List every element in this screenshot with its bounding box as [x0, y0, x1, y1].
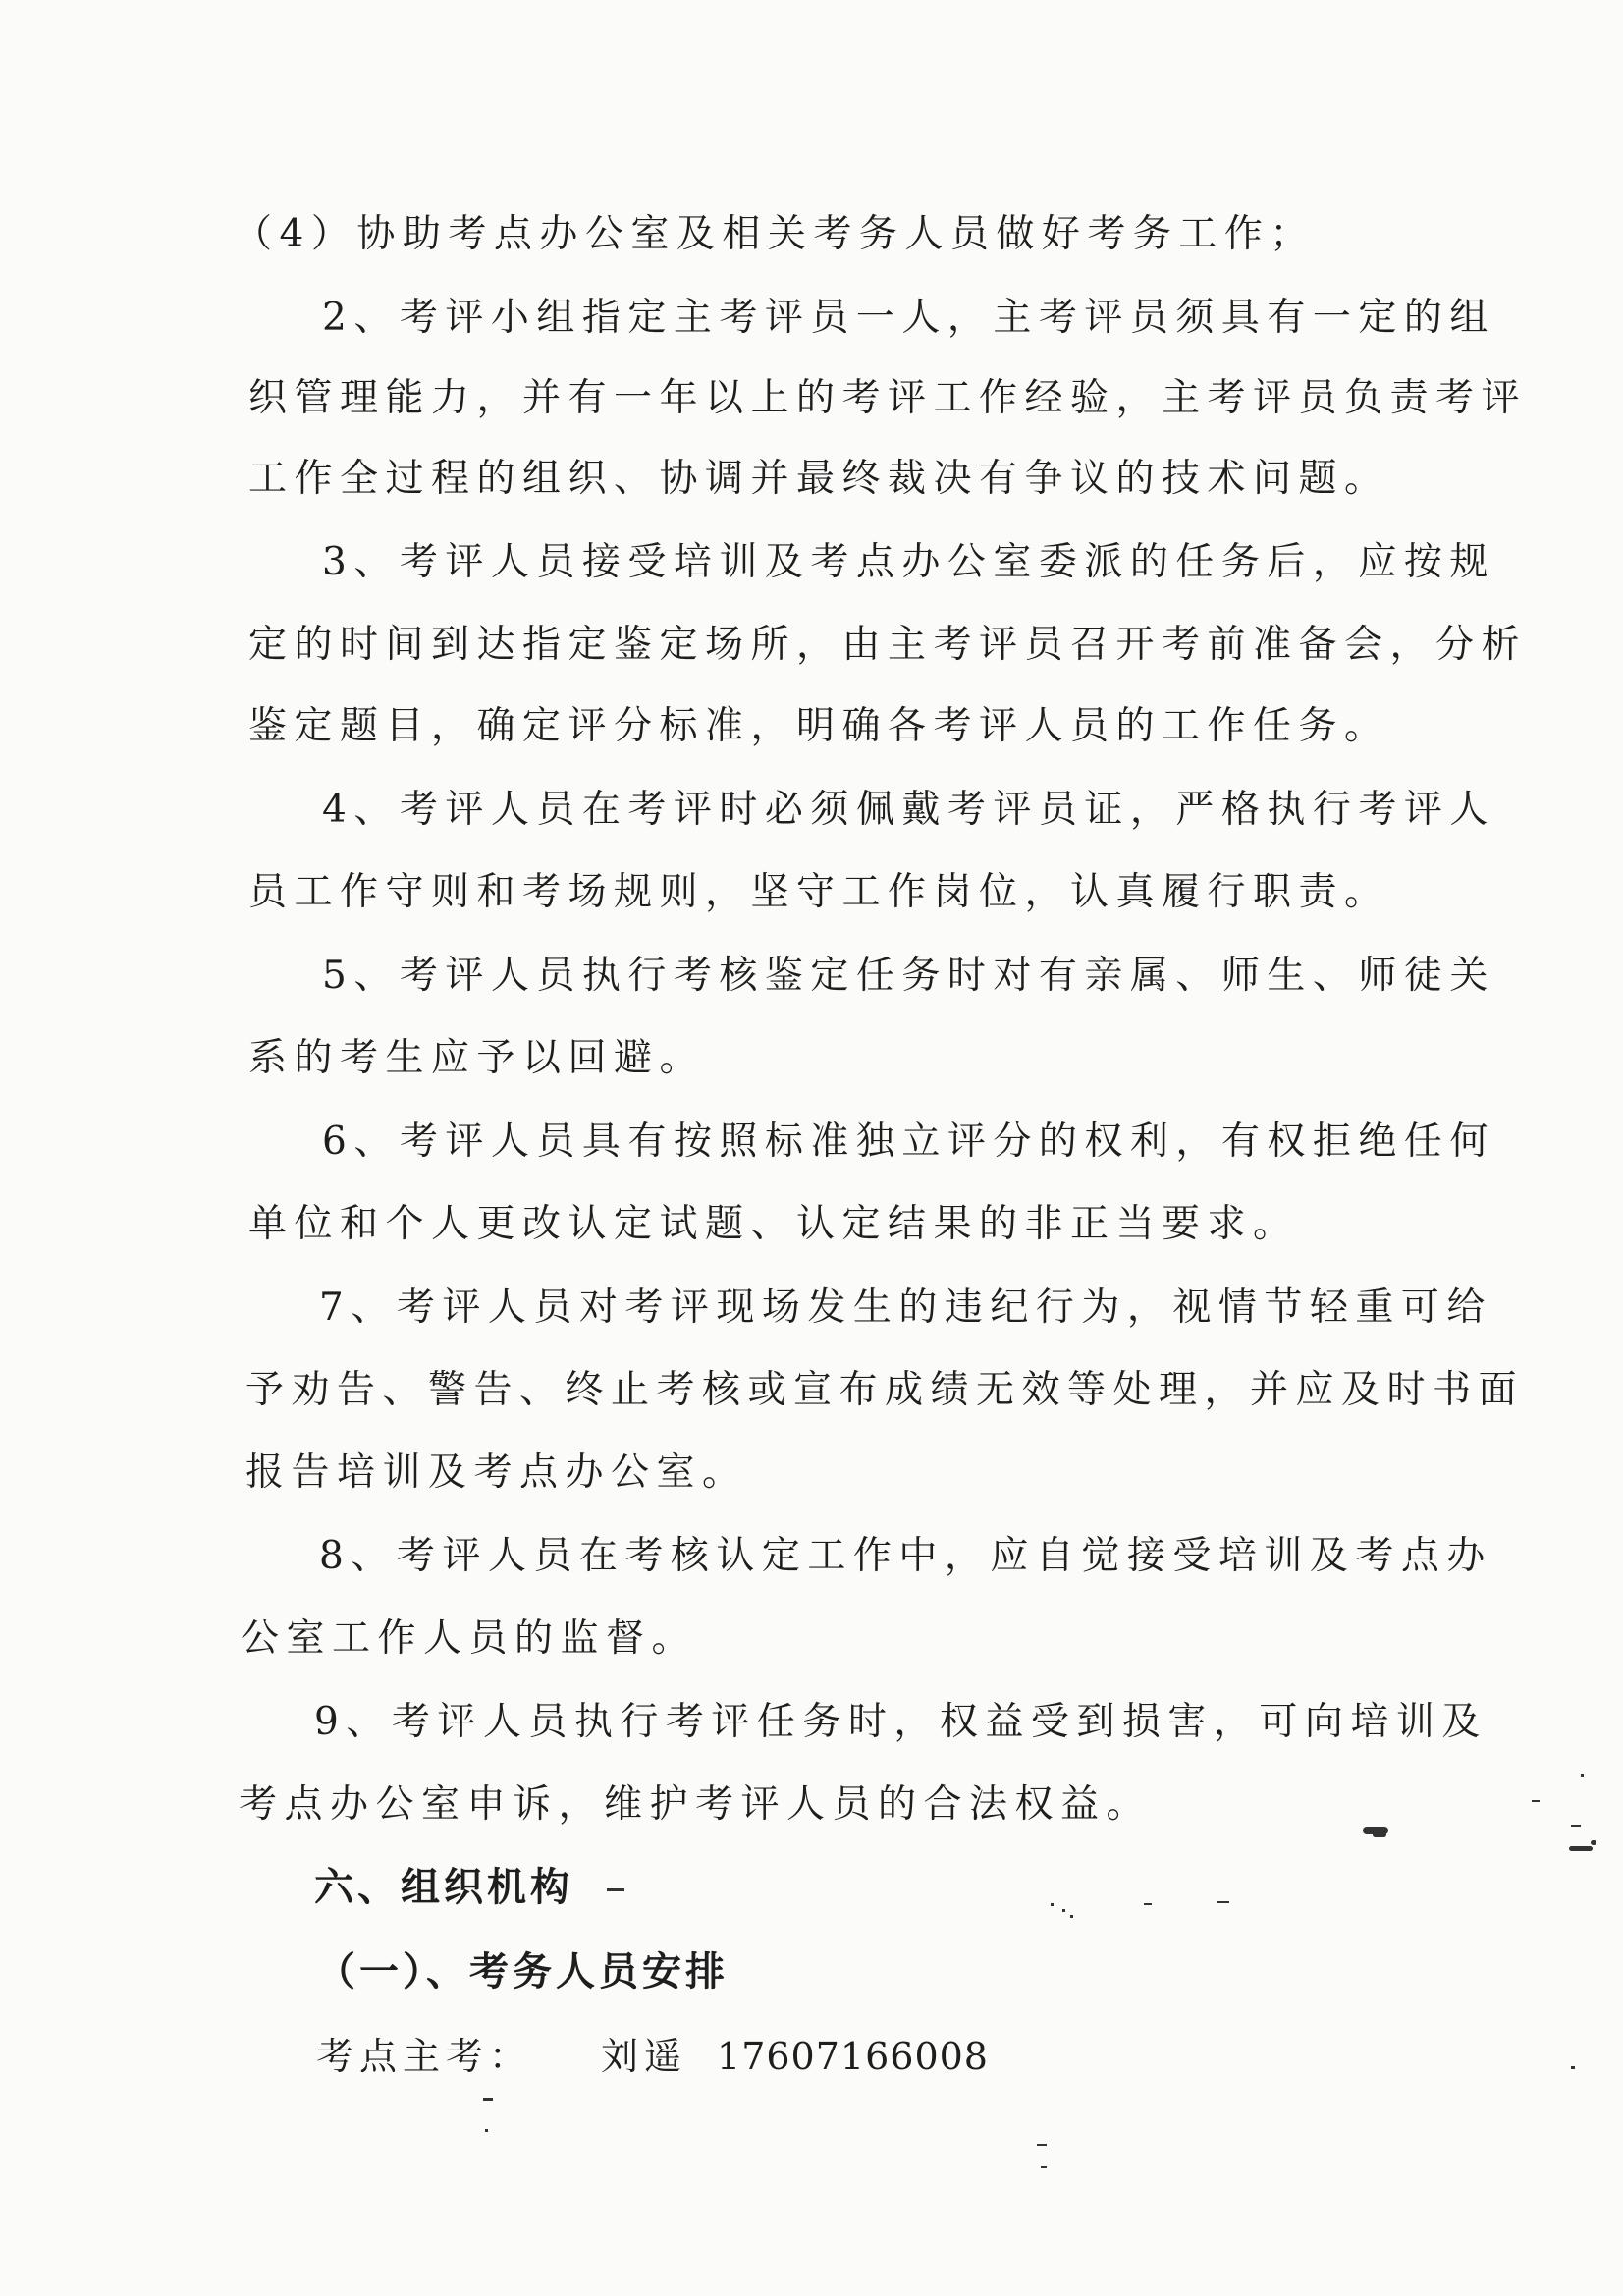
paragraph-line-18: 公室工作人员的监督。 — [241, 1616, 698, 1661]
scan-artifact — [1037, 2144, 1047, 2146]
paragraph-line-13: 单位和个人更改认定试题、认定结果的非正当要求。 — [248, 1202, 1299, 1246]
paragraph-line-19: 9、考评人员执行考评任务时，权益受到损害，可向培训及 — [314, 1700, 1488, 1744]
paragraph-line-8: 4、考评人员在考评时必须佩戴考评员证，严格执行考评人 — [322, 788, 1495, 832]
paragraph-line-20: 考点办公室申诉，维护考评人员的合法权益。 — [239, 1782, 1153, 1827]
scan-artifact — [1051, 1903, 1054, 1906]
contact-role: 考点主考： — [316, 2035, 533, 2078]
paragraph-line-15: 予劝告、警告、终止考核或宣布成绩无效等处理，并应及时书面 — [245, 1368, 1525, 1412]
paragraph-line-2: 2、考评小组指定主考评员一人，主考评员须具有一定的组 — [322, 296, 1495, 340]
scan-artifact — [1373, 1832, 1386, 1837]
heading-dash-mark — [607, 1888, 624, 1891]
paragraph-line-16: 报告培训及考点办公室。 — [245, 1450, 748, 1495]
scan-artifact — [1581, 1774, 1584, 1777]
section-heading — [314, 1863, 624, 1912]
section-subheading: （一）、考务人员安排 — [316, 1949, 729, 1995]
scan-artifact — [1217, 1901, 1229, 1903]
paragraph-line-1: （4）协助考点办公室及相关考务人员做好考务工作； — [234, 212, 1316, 256]
section-heading-text: 六、组织机构 — [314, 1865, 573, 1910]
paragraph-line-3: 织管理能力，并有一年以上的考评工作经验，主考评员负责考评 — [248, 376, 1528, 420]
contact-phone: 17607166008 — [717, 2035, 989, 2078]
scan-artifact — [1144, 1903, 1152, 1905]
paragraph-line-14: 7、考评人员对考评现场发生的违纪行为，视情节轻重可给 — [319, 1285, 1492, 1330]
scan-artifact — [1041, 2166, 1047, 2168]
scan-artifact — [1070, 1915, 1073, 1918]
paragraph-line-9: 员工作守则和考场规则，坚守工作岗位，认真履行职责。 — [248, 870, 1390, 914]
paragraph-line-17: 8、考评人员在考核认定工作中，应自觉接受培训及考点办 — [319, 1534, 1492, 1578]
paragraph-line-5: 3、考评人员接受培训及考点办公室委派的任务后，应按规 — [322, 540, 1495, 584]
scan-artifact — [1532, 1800, 1540, 1802]
paragraph-line-11: 系的考生应予以回避。 — [248, 1036, 706, 1080]
contact-line — [316, 2032, 989, 2081]
paragraph-line-6: 定的时间到达指定鉴定场所，由主考评员召开考前准备会，分析 — [248, 623, 1528, 667]
scan-artifact — [1062, 1909, 1065, 1912]
contact-name: 刘遥 — [601, 2035, 688, 2078]
scan-artifact — [1571, 1825, 1581, 1827]
paragraph-line-10: 5、考评人员执行考核鉴定任务时对有亲属、师生、师徒关 — [322, 954, 1495, 998]
scan-artifact — [1571, 2066, 1575, 2069]
paragraph-line-7: 鉴定题目，确定评分标准，明确各考评人员的工作任务。 — [248, 704, 1390, 748]
paragraph-line-4: 工作全过程的组织、协调并最终裁决有争议的技术问题。 — [248, 457, 1390, 501]
scan-artifact — [1569, 1846, 1593, 1851]
scan-artifact — [1591, 1840, 1596, 1845]
paragraph-line-12: 6、考评人员具有按照标准独立评分的权利，有权拒绝任何 — [322, 1120, 1495, 1164]
scan-artifact — [485, 2129, 488, 2132]
scan-artifact — [483, 2098, 493, 2101]
